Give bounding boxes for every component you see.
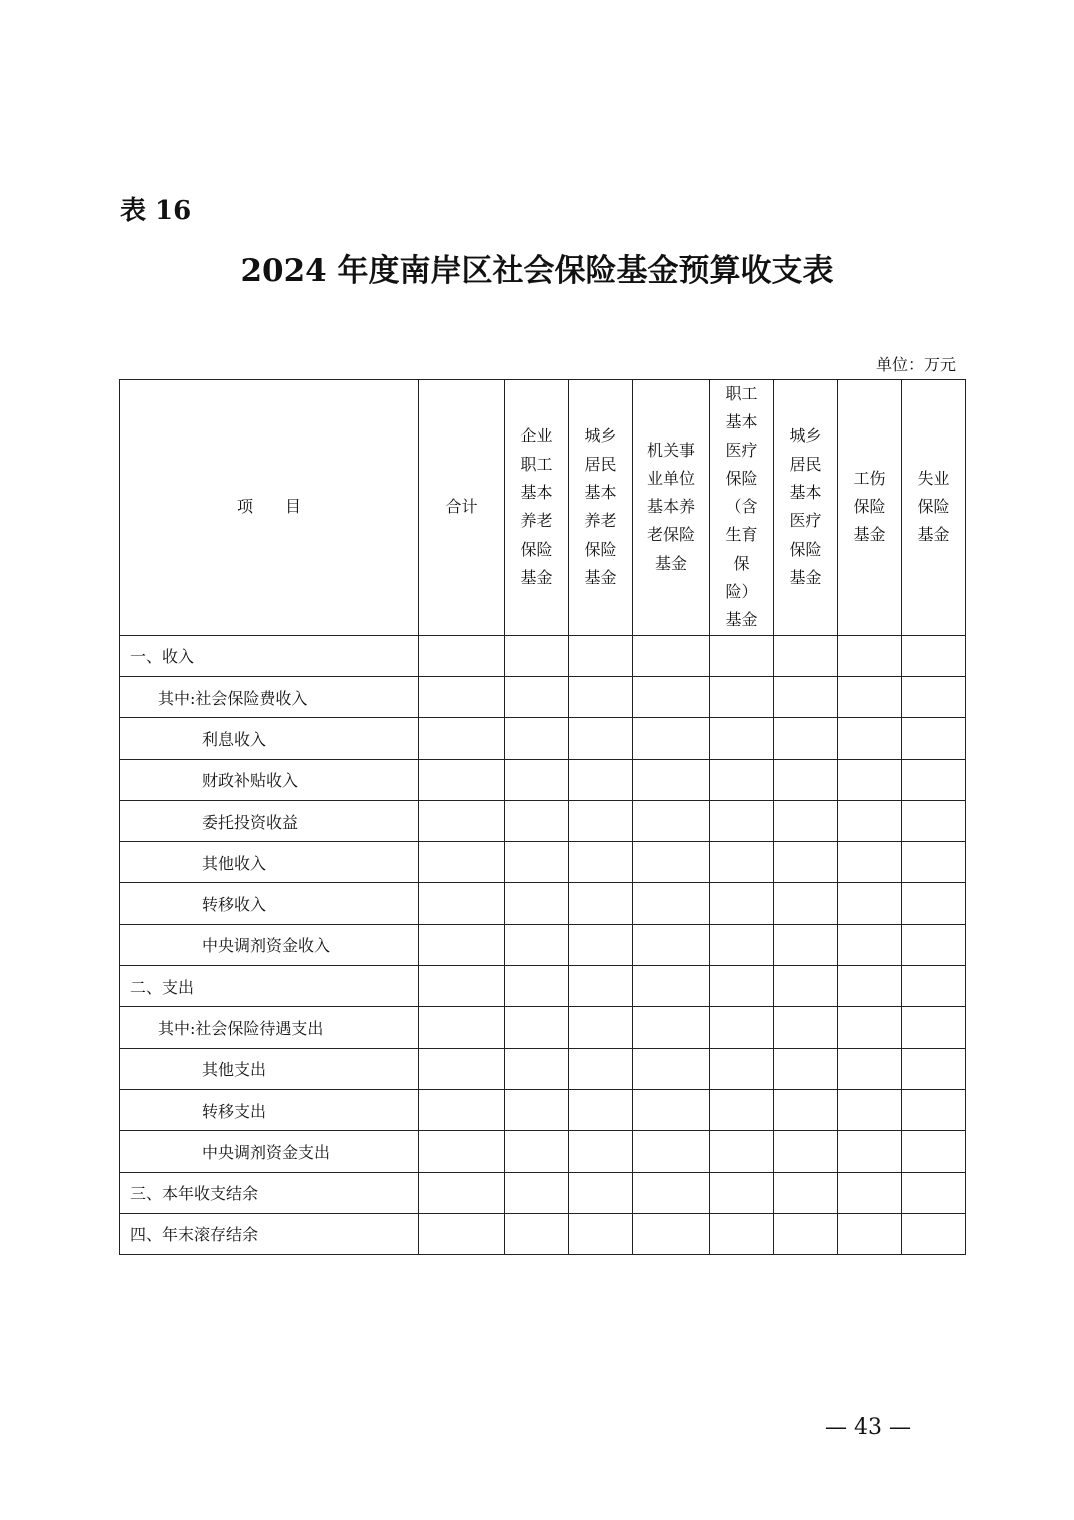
table-cell xyxy=(774,718,838,759)
table-cell xyxy=(838,1048,902,1089)
table-row xyxy=(120,1172,966,1213)
row-label: 三、本年收支结余 xyxy=(120,1172,419,1213)
table-number: 表 16 xyxy=(120,196,192,226)
column-header: 城乡 居民 基本 医疗 保险 基金 xyxy=(774,380,838,636)
column-header: 失业 保险 基金 xyxy=(902,380,966,636)
table-cell xyxy=(569,718,633,759)
column-header: 合计 xyxy=(419,380,505,636)
table-cell xyxy=(569,1213,633,1254)
table-row xyxy=(120,1131,966,1172)
table-cell xyxy=(710,883,774,924)
table-cell xyxy=(419,883,505,924)
table-cell xyxy=(569,635,633,676)
table-cell xyxy=(902,883,966,924)
column-header: 城乡 居民 基本 养老 保险 基金 xyxy=(569,380,633,636)
table-cell xyxy=(774,842,838,883)
table-cell xyxy=(774,924,838,965)
table-cell xyxy=(419,1213,505,1254)
table-row xyxy=(120,1048,966,1089)
table-cell xyxy=(710,1172,774,1213)
table-cell xyxy=(774,1213,838,1254)
table-cell xyxy=(838,1007,902,1048)
table-cell xyxy=(505,1213,569,1254)
table-cell xyxy=(902,1172,966,1213)
table-cell xyxy=(569,883,633,924)
table-cell xyxy=(710,966,774,1007)
row-label: 其中:社会保险待遇支出 xyxy=(120,1007,419,1048)
table-cell xyxy=(569,759,633,800)
table-cell xyxy=(838,924,902,965)
table-cell xyxy=(419,718,505,759)
table-row xyxy=(120,676,966,717)
table-row xyxy=(120,924,966,965)
table-cell xyxy=(774,800,838,841)
table-cell xyxy=(633,883,710,924)
table-cell xyxy=(710,759,774,800)
row-label: 财政补贴收入 xyxy=(120,759,419,800)
row-label: 其中:社会保险费收入 xyxy=(120,676,419,717)
table-cell xyxy=(633,966,710,1007)
table-cell xyxy=(902,1213,966,1254)
table-cell xyxy=(710,924,774,965)
table-cell xyxy=(710,1131,774,1172)
row-label: 委托投资收益 xyxy=(120,800,419,841)
table-cell xyxy=(774,759,838,800)
table-cell xyxy=(419,966,505,1007)
table-cell xyxy=(774,1172,838,1213)
table-cell xyxy=(902,676,966,717)
table-cell xyxy=(774,1089,838,1130)
row-label: 转移收入 xyxy=(120,883,419,924)
table-cell xyxy=(505,635,569,676)
table-row xyxy=(120,1213,966,1254)
table-cell xyxy=(505,966,569,1007)
table-cell xyxy=(419,1172,505,1213)
table-row xyxy=(120,966,966,1007)
page-title: 2024 年度南岸区社会保险基金预算收支表 xyxy=(240,253,834,289)
table-row xyxy=(120,759,966,800)
row-label: 其他收入 xyxy=(120,842,419,883)
table-cell xyxy=(419,1007,505,1048)
table-cell xyxy=(419,635,505,676)
table-cell xyxy=(902,924,966,965)
table-cell xyxy=(633,1213,710,1254)
table-cell xyxy=(902,635,966,676)
table-cell xyxy=(419,800,505,841)
table-cell xyxy=(710,718,774,759)
table-row xyxy=(120,800,966,841)
table-cell xyxy=(505,1089,569,1130)
table-cell xyxy=(505,1007,569,1048)
table-cell xyxy=(569,800,633,841)
table-cell xyxy=(902,718,966,759)
table-cell xyxy=(569,1048,633,1089)
table-cell xyxy=(419,1089,505,1130)
table-cell xyxy=(838,718,902,759)
table-cell xyxy=(505,842,569,883)
page-number: — 43 — xyxy=(825,1415,911,1440)
table-cell xyxy=(838,1131,902,1172)
row-label: 利息收入 xyxy=(120,718,419,759)
table-cell xyxy=(774,1131,838,1172)
table-row xyxy=(120,1089,966,1130)
table-cell xyxy=(633,1131,710,1172)
table-cell xyxy=(710,676,774,717)
table-cell xyxy=(419,1048,505,1089)
row-label: 中央调剂资金支出 xyxy=(120,1131,419,1172)
table-cell xyxy=(505,759,569,800)
table-cell xyxy=(633,676,710,717)
table-cell xyxy=(569,1131,633,1172)
header-row xyxy=(120,380,966,636)
table-cell xyxy=(505,1131,569,1172)
table-cell xyxy=(710,635,774,676)
table-cell xyxy=(838,1172,902,1213)
table-cell xyxy=(838,800,902,841)
table-cell xyxy=(838,1089,902,1130)
table-cell xyxy=(902,842,966,883)
table-cell xyxy=(633,800,710,841)
budget-table xyxy=(119,379,966,1255)
table-cell xyxy=(902,1007,966,1048)
table-cell xyxy=(505,883,569,924)
table-cell xyxy=(710,1007,774,1048)
table-cell xyxy=(838,1213,902,1254)
table-cell xyxy=(838,883,902,924)
table-cell xyxy=(774,676,838,717)
table-cell xyxy=(902,966,966,1007)
table-cell xyxy=(419,676,505,717)
row-label: 转移支出 xyxy=(120,1089,419,1130)
table-row xyxy=(120,635,966,676)
table-cell xyxy=(419,842,505,883)
table-cell xyxy=(633,1089,710,1130)
table-cell xyxy=(633,759,710,800)
table-cell xyxy=(902,1131,966,1172)
table-cell xyxy=(569,676,633,717)
table-cell xyxy=(902,800,966,841)
column-header: 机关事 业单位 基本养 老保险 基金 xyxy=(633,380,710,636)
table-cell xyxy=(838,759,902,800)
table-cell xyxy=(419,759,505,800)
column-header: 项 目 xyxy=(120,380,419,636)
table-cell xyxy=(633,635,710,676)
table-cell xyxy=(902,759,966,800)
table-cell xyxy=(419,1131,505,1172)
table-cell xyxy=(633,1172,710,1213)
table-cell xyxy=(633,718,710,759)
table-cell xyxy=(774,635,838,676)
table-cell xyxy=(902,1089,966,1130)
table-cell xyxy=(710,1089,774,1130)
table-cell xyxy=(838,966,902,1007)
table-cell xyxy=(569,1172,633,1213)
table-cell xyxy=(838,676,902,717)
column-header: 企业 职工 基本 养老 保险 基金 xyxy=(505,380,569,636)
table-cell xyxy=(838,635,902,676)
table-row xyxy=(120,1007,966,1048)
unit-label: 单位：万元 xyxy=(875,355,956,374)
table-cell xyxy=(569,1007,633,1048)
table-row xyxy=(120,883,966,924)
table-cell xyxy=(774,966,838,1007)
row-label: 二、支出 xyxy=(120,966,419,1007)
table-cell xyxy=(902,1048,966,1089)
table-cell xyxy=(774,883,838,924)
table-cell xyxy=(633,842,710,883)
table-cell xyxy=(633,1007,710,1048)
row-label: 一、收入 xyxy=(120,635,419,676)
table-row xyxy=(120,718,966,759)
table-row xyxy=(120,842,966,883)
table-cell xyxy=(419,924,505,965)
table-cell xyxy=(505,1048,569,1089)
table-cell xyxy=(710,1048,774,1089)
row-label: 四、年末滚存结余 xyxy=(120,1213,419,1254)
table-cell xyxy=(569,966,633,1007)
row-label: 中央调剂资金收入 xyxy=(120,924,419,965)
table-cell xyxy=(505,800,569,841)
column-header: 工伤 保险 基金 xyxy=(838,380,902,636)
table-cell xyxy=(569,924,633,965)
table-cell xyxy=(505,718,569,759)
table-cell xyxy=(569,842,633,883)
table-cell xyxy=(633,924,710,965)
row-label: 其他支出 xyxy=(120,1048,419,1089)
table-cell xyxy=(633,1048,710,1089)
column-header: 职工 基本 医疗 保险 （含 生育 保 险） 基金 xyxy=(710,380,774,636)
table-cell xyxy=(774,1048,838,1089)
table-cell xyxy=(710,1213,774,1254)
table-cell xyxy=(505,676,569,717)
table-cell xyxy=(710,842,774,883)
table-cell xyxy=(838,842,902,883)
table-cell xyxy=(569,1089,633,1130)
table-cell xyxy=(505,924,569,965)
table-cell xyxy=(774,1007,838,1048)
table-cell xyxy=(505,1172,569,1213)
table-cell xyxy=(710,800,774,841)
